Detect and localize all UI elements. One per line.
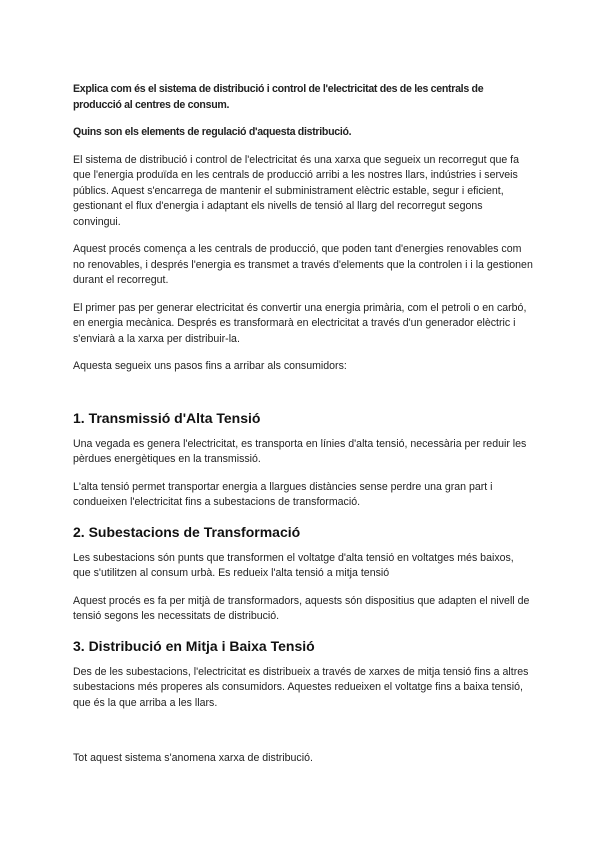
section-heading-1: 1. Transmissió d'Alta Tensió: [73, 409, 261, 426]
intro-paragraph-4: Aquesta segueix uns pasos fins a arribar als consumidors:: [73, 360, 347, 372]
section-heading-3: 3. Distribució en Mitja i Baixa Tensió: [73, 637, 315, 654]
intro-paragraph-2: Aquest procés comença a les centrals de producció, que poden tant d'energies renovables com no renovables, i després l'energia es transmet a través d'elements que la controlen i i la gestionen durant el recorregut.: [73, 243, 533, 286]
intro-paragraph-3: El primer pas per generar electricitat és convertir una energia primària, com el petroli o en carbó, en energia mecànica. Després es transformarà en electricitat a través d'un generador elèctric i s'enviarà a la xarxa per distribuir-la.: [73, 301, 527, 345]
section-1-paragraph-1: Una vegada es genera l'electricitat, es transporta en línies d'alta tensió, necessària per reduir les pèrdues energètiques en la transmissió.: [73, 437, 527, 465]
section-heading-2: 2. Subestacions de Transformació: [73, 523, 301, 540]
section-2-paragraph-2: Aquest procés es fa per mitjà de transformadors, aquests són dispositius que adapten el nivell de tensió segons les necessitats de distribució.: [73, 594, 530, 622]
section-2-paragraph-1: Les subestacions són punts que transformen el voltatge d'alta tensió en voltatges més baixos, que s'utilitzen al consum urbà. Es redueix l'alta tensió a mitja tensió: [73, 551, 514, 579]
closing-paragraph: Tot aquest sistema s'anomena xarxa de distribució.: [73, 752, 313, 764]
section-1-paragraph-2: L'alta tensió permet transportar energia a llargues distàncies sense perdre una gran part i condueixen l'electricitat fins a subestacions de transformació.: [73, 480, 493, 508]
document-body: [73, 82, 533, 767]
section-3-paragraph-1: Des de les subestacions, l'electricitat es distribueix a través de xarxes de mitja tensió fins a altres subestacions més properes als consumidors. Aquestes redueixen el voltatge fins a baixa tensió, que és la que arriba a les llars.: [73, 665, 529, 709]
question-2: Quins son els elements de regulació d'aquesta distribució.: [73, 126, 352, 138]
intro-paragraph-1: El sistema de distribució i control de l'electricitat és una xarxa que segueix un recorregut que fa que l'energia produïda en les centrals de producció arribi a les nostres llars, indústries i serveis públics. Aquest s'encarrega de mantenir el subministrament elèctric estable, segur i eficient, gestionant el flux d'energia i adaptant els nivells de tensió al llarg del recorregut segons convingui.: [73, 153, 520, 228]
question-1: Explica com és el sistema de distribució i control de l'electricitat des de les centrals de producció al centres de consum.: [73, 83, 484, 111]
